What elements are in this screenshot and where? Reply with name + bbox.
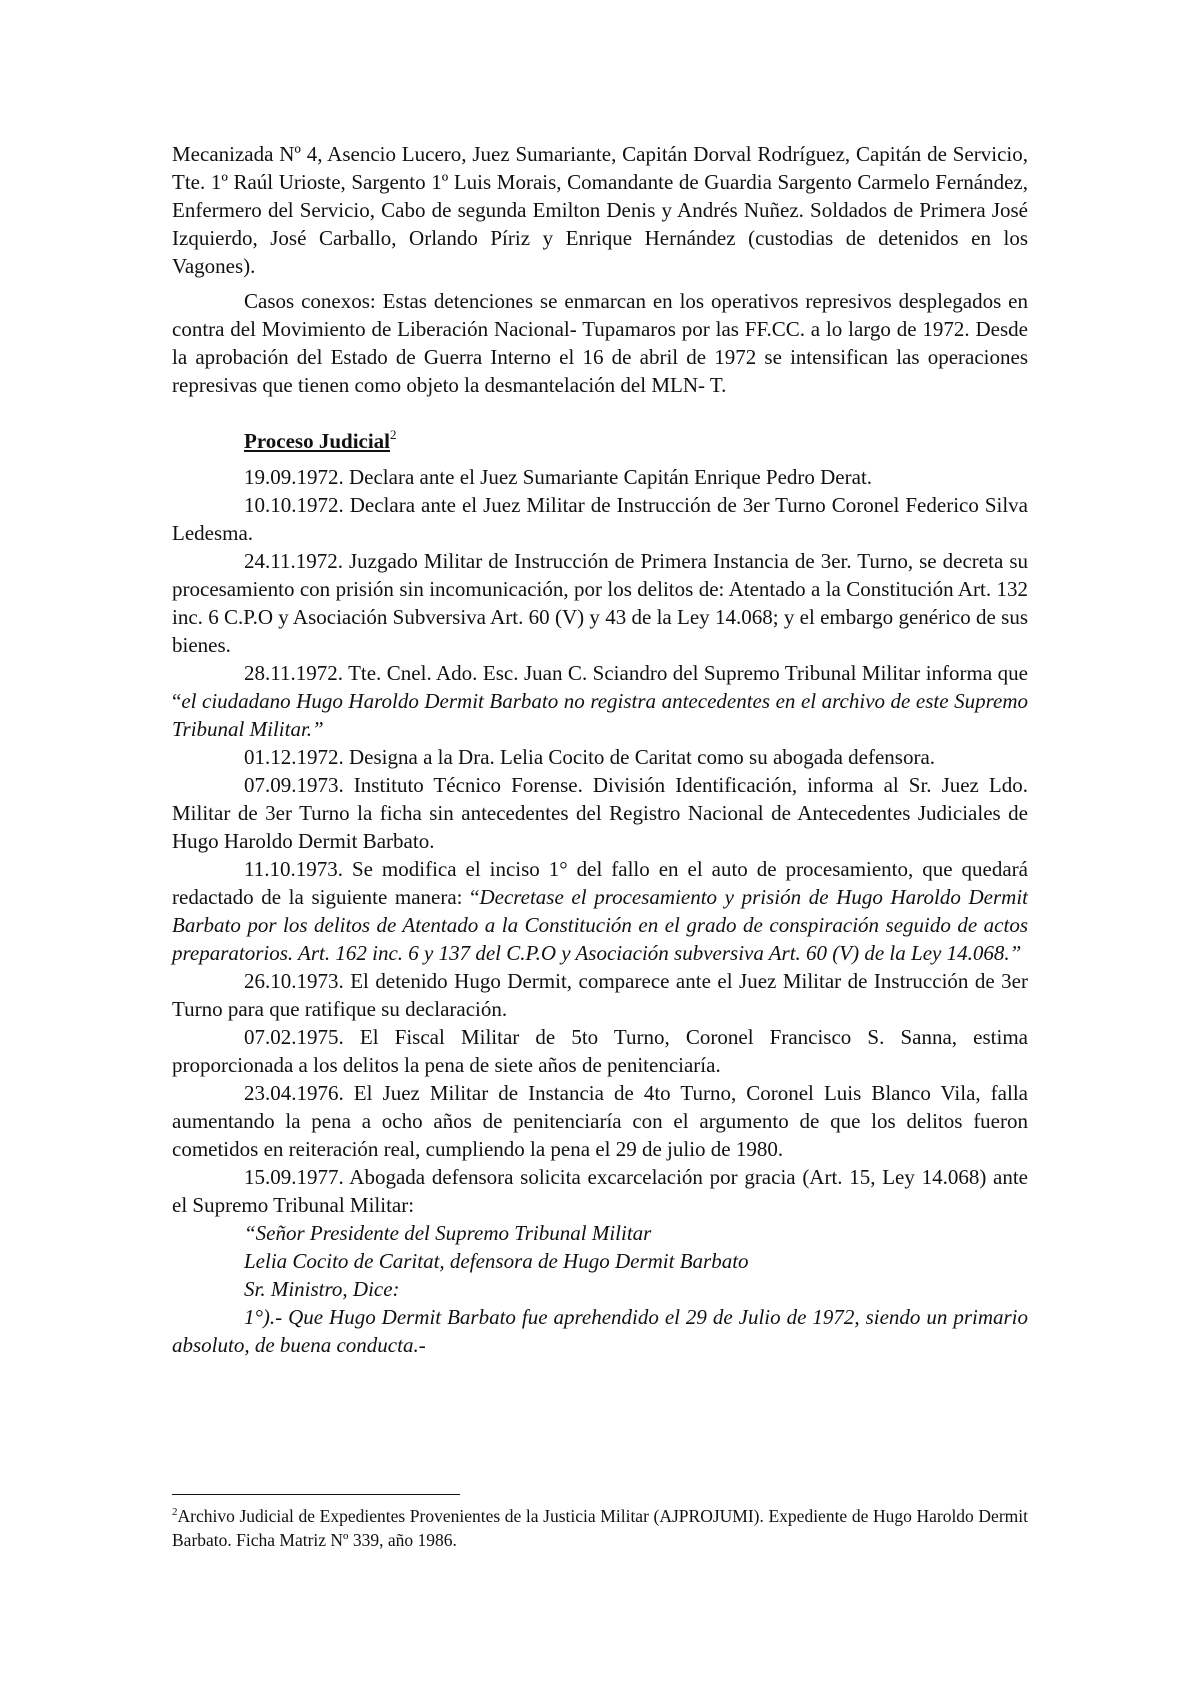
entry-7-quote: Decretase el procesamiento y prisión de Hugo Haroldo Dermit Barbato por los delitos de Atentado a la Constitución en el grado de conspiración seguido de actos preparatorios. Art. 162 inc. 6 y 137 del C.P.O y Asociación subversiva Art. 60 (V) de la Ley 14.068.” bbox=[172, 885, 1028, 965]
intro-paragraph-2: Casos conexos: Estas detenciones se enmarcan en los operativos represivos desplegados en contra del Movimiento de Liberación Nacional- Tupamaros por las FF.CC. a lo largo de 1972. Desde la aprobación del Estado de Guerra Interno el 16 de abril de 1972 se intensifican las operaciones represivas que tienen como objeto la desmantelación del MLN- T. bbox=[172, 289, 1028, 397]
entry-3: 24.11.1972. Juzgado Militar de Instrucción de Primera Instancia de 3er. Turno, se decreta su procesamiento con prisión sin incomunicación, por los delitos de: Atentado a la Constitución Art. 132 inc. 6 C.P.O y Asociación Subversiva Art. 60 (V) y 43 de la Ley 14.068; y el embargo genérico de sus bienes. bbox=[172, 549, 1028, 657]
entry-10: 23.04.1976. El Juez Militar de Instancia de 4to Turno, Coronel Luis Blanco Vila, falla aumentando la pena a ocho años de penitenciaría con el argumento de que los delitos fueron cometidos en reiteración real, cumpliendo la pena el 29 de julio de 1980. bbox=[172, 1081, 1028, 1161]
entry-6: 07.09.1973. Instituto Técnico Forense. División Identificación, informa al Sr. Juez Ldo. Militar de 3er Turno la ficha sin antecedentes del Registro Nacional de Antecedentes Judiciales de Hugo Haroldo Dermit Barbato. bbox=[172, 773, 1028, 853]
quote-line-3: Sr. Ministro, Dice: bbox=[244, 1277, 400, 1301]
document-body bbox=[172, 140, 1028, 1359]
quote-line-2: Lelia Cocito de Caritat, defensora de Hugo Dermit Barbato bbox=[244, 1249, 749, 1273]
entry-7-text: 11.10.1973. Se modifica el inciso 1° del fallo en el auto de procesamiento, que quedará redactado de la siguiente manera: “ bbox=[172, 857, 1028, 909]
entry-2: 10.10.1972. Declara ante el Juez Militar de Instrucción de 3er Turno Coronel Federico Silva Ledesma. bbox=[172, 493, 1028, 545]
footnote bbox=[172, 1504, 1028, 1552]
quote-line-4: 1°).- Que Hugo Dermit Barbato fue aprehendido el 29 de Julio de 1972, siendo un primario absoluto, de buena conducta.- bbox=[172, 1305, 1028, 1357]
entry-7 bbox=[172, 855, 1028, 967]
entry-5: 01.12.1972. Designa a la Dra. Lelia Cocito de Caritat como su abogada defensora. bbox=[244, 745, 936, 769]
entry-9: 07.02.1975. El Fiscal Militar de 5to Turno, Coronel Francisco S. Sanna, estima proporcionada a los delitos la pena de siete años de penitenciaría. bbox=[172, 1025, 1028, 1077]
footnote-reference: 2 bbox=[390, 427, 397, 442]
intro-paragraph-1: Mecanizada Nº 4, Asencio Lucero, Juez Sumariante, Capitán Dorval Rodríguez, Capitán de Servicio, Tte. 1º Raúl Urioste, Sargento 1º Luis Morais, Comandante de Guardia Sargento Carmelo Fernández, Enfermero del Servicio, Cabo de segunda Emilton Denis y Andrés Nuñez. Soldados de Primera José Izquierdo, José Carballo, Orlando Píriz y Enrique Hernández (custodias de detenidos en los Vagones). bbox=[172, 142, 1028, 278]
footnote-number: 2 bbox=[172, 1506, 178, 1518]
footnote-divider bbox=[172, 1494, 460, 1495]
entry-11: 15.09.1977. Abogada defensora solicita excarcelación por gracia (Art. 15, Ley 14.068) ante el Supremo Tribunal Militar: bbox=[172, 1165, 1028, 1217]
entry-8: 26.10.1973. El detenido Hugo Dermit, comparece ante el Juez Militar de Instrucción de 3er Turno para que ratifique su declaración. bbox=[172, 969, 1028, 1021]
quoted-letter bbox=[172, 1219, 1028, 1359]
section-heading-text: Proceso Judicial bbox=[244, 429, 391, 453]
entry-4-text: 28.11.1972. Tte. Cnel. Ado. Esc. Juan C. Sciandro del Supremo Tribunal Militar informa que “ bbox=[172, 661, 1028, 713]
entry-4-quote: el ciudadano Hugo Haroldo Dermit Barbato no registra antecedentes en el archivo de este Supremo Tribunal Militar.” bbox=[172, 689, 1028, 741]
section-heading bbox=[172, 427, 1028, 455]
entry-4 bbox=[172, 659, 1028, 743]
quote-line-1: “Señor Presidente del Supremo Tribunal Militar bbox=[244, 1221, 652, 1245]
footnote-text: Archivo Judicial de Expedientes Provenientes de la Justicia Militar (AJPROJUMI). Expediente de Hugo Haroldo Dermit Barbato. Ficha Matriz Nº 339, año 1986. bbox=[172, 1506, 1028, 1550]
entry-1: 19.09.1972. Declara ante el Juez Sumariante Capitán Enrique Pedro Derat. bbox=[244, 465, 873, 489]
